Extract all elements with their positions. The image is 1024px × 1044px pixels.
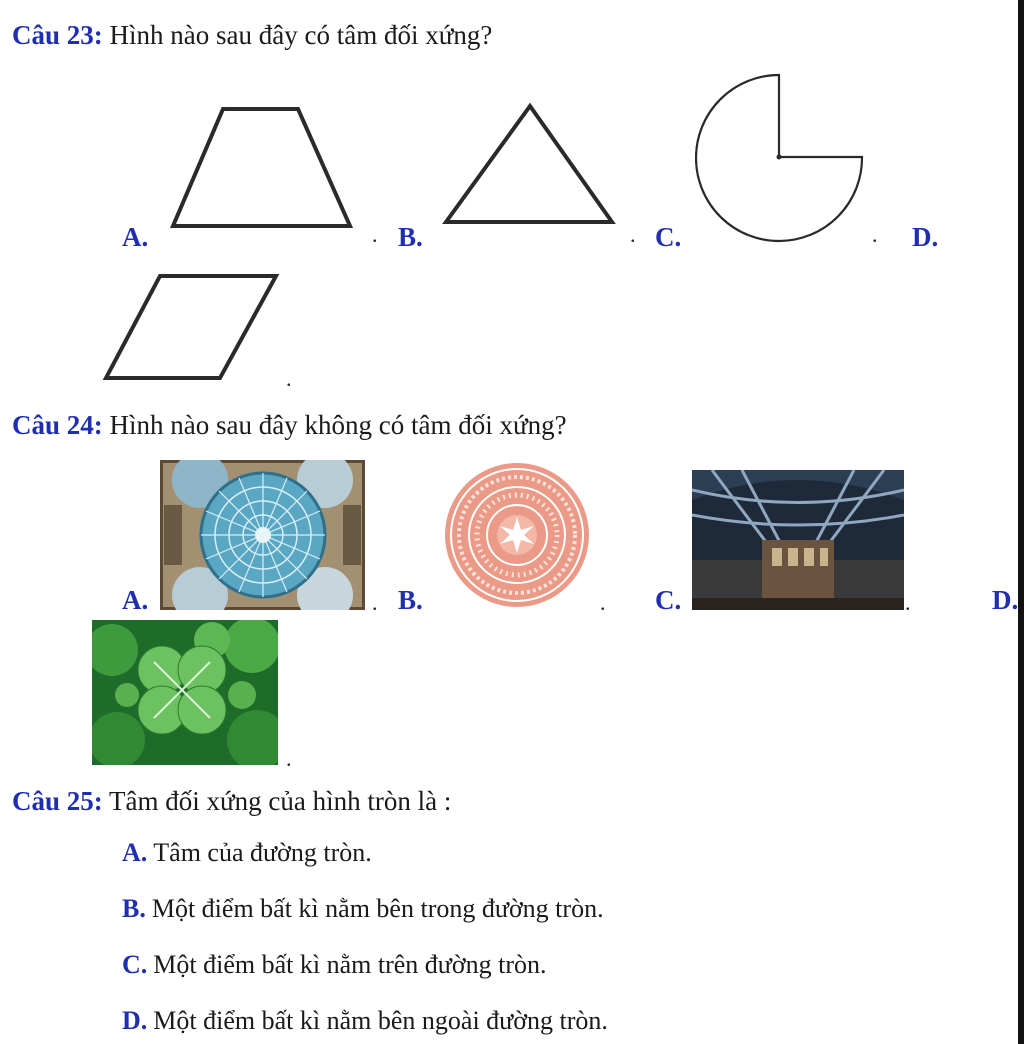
question-23-number: Câu 23: [12,20,103,50]
q25-option-c[interactable] [122,950,547,980]
q23-separator-dot: . [372,222,378,247]
q25-option-b-label: B. [122,894,146,923]
q25-option-c-text: Một điểm bất kì nằm trên đường tròn. [153,950,547,979]
q25-option-b-text: Một điểm bất kì nằm bên trong đường tròn. [151,894,604,923]
q25-option-a-text: Tâm của đường tròn. [153,838,372,867]
trapezoid-icon[interactable] [168,104,358,232]
clover-leaves-icon[interactable] [92,620,278,765]
q23-separator-dot: . [872,222,878,247]
q23-end-dot: . [286,366,292,391]
question-25-title [12,786,451,817]
q24-option-c-label[interactable]: C. [655,585,682,615]
three-quarter-circle-icon[interactable] [695,70,870,245]
parallelogram-icon[interactable] [100,270,285,385]
q25-option-a-label: A. [122,838,148,867]
question-24-number: Câu 24: [12,410,103,440]
question-24-title [12,410,567,441]
q23-option-b-label[interactable]: B. [398,222,423,252]
q24-option-a-label[interactable]: A. [122,585,149,615]
q25-option-b[interactable] [122,894,604,924]
glass-dome-ceiling-icon[interactable] [160,460,365,610]
q24-separator-dot: . [372,590,378,615]
q24-separator-dot: . [600,590,606,615]
q24-end-dot: . [286,746,292,771]
triangle-icon[interactable] [440,100,620,230]
page-right-edge [1018,0,1024,1044]
q23-option-c-label[interactable]: C. [655,222,682,252]
q23-option-d-label[interactable]: D. [912,222,939,252]
q24-option-b-label[interactable]: B. [398,585,423,615]
q25-option-d-text: Một điểm bất kì nằm bên ngoài đường tròn. [153,1006,608,1035]
q25-option-d-label: D. [122,1006,148,1035]
question-23-title [12,20,492,51]
circular-ornament-icon[interactable] [440,460,595,610]
question-25-text: Tâm đối xứng của hình tròn là : [109,786,452,816]
question-23-text: Hình nào sau đây có tâm đối xứng? [109,20,493,50]
q24-option-d-label[interactable]: D. [992,585,1019,615]
q25-option-c-label: C. [122,950,148,979]
q25-option-d[interactable] [122,1006,608,1036]
question-24-text: Hình nào sau đây không có tâm đối xứng? [109,410,567,440]
question-25-number: Câu 25: [12,786,103,816]
q23-separator-dot: . [630,222,636,247]
q24-separator-dot: . [905,590,911,615]
q23-option-a-label[interactable]: A. [122,222,149,252]
q25-option-a[interactable] [122,838,372,868]
hall-ceiling-icon[interactable] [692,470,904,610]
